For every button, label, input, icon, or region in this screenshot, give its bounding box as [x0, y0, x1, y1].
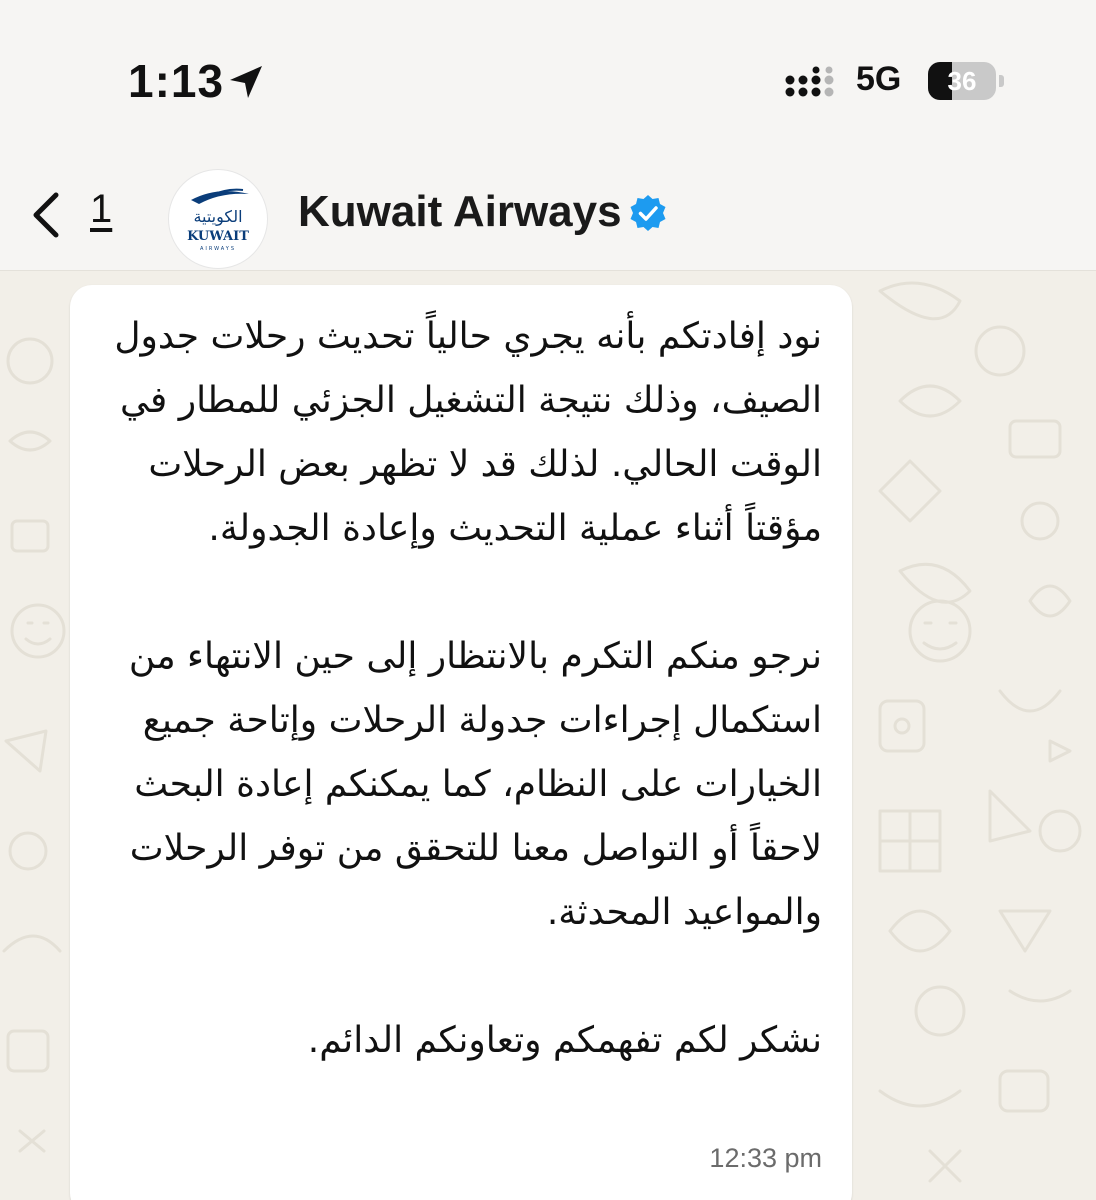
cellular-signal-icon	[784, 66, 840, 100]
logo-subtext: AIRWAYS	[199, 246, 237, 252]
location-arrow-icon	[226, 62, 266, 102]
status-bar	[0, 0, 1096, 165]
message-paragraph: نرجو منكم التكرم بالانتظار إلى حين الانتهاء من استكمال إجراءات جدولة الرحلات وإتاحة جميع الخيارات على النظام، كما يمكنكم إعادة البحث لاحقاً أو التواصل معنا للتحقق من توفر الرحلات والمواعيد المحدثة.	[128, 636, 822, 933]
chat-area[interactable]	[0, 271, 1096, 1200]
message-timestamp: 12:33 pm	[709, 1143, 822, 1173]
message-bubble[interactable]	[70, 285, 852, 1200]
back-button[interactable]	[18, 185, 128, 245]
verified-badge-icon	[628, 193, 668, 233]
avatar[interactable]	[168, 169, 268, 269]
battery-percent: 36	[947, 66, 977, 96]
network-type: 5G	[856, 60, 902, 98]
battery-icon	[928, 62, 1004, 100]
contact-name[interactable]: Kuwait Airways	[298, 187, 622, 236]
message-paragraph: نود إفادتكم بأنه يجري حالياً تحديث رحلات جدول الصيف، وذلك نتيجة التشغيل الجزئي للمطار في الوقت الحالي. لذلك قد لا تظهر بعض الرحلات مؤقتاً أثناء عملية التحديث وإعادة الجدولة.	[114, 316, 822, 549]
logo-latin-text: KUWAIT	[187, 229, 249, 244]
chevron-left-icon	[26, 191, 66, 239]
unread-count: 1	[90, 187, 113, 231]
status-time: 1:13	[128, 55, 225, 107]
message-text	[82, 305, 822, 1073]
kuwait-airways-logo	[169, 170, 267, 268]
chat-header	[0, 165, 1096, 271]
logo-arabic-text: الكويتية	[193, 207, 243, 226]
message-paragraph: نشكر لكم تفهمكم وتعاونكم الدائم.	[307, 1020, 822, 1061]
